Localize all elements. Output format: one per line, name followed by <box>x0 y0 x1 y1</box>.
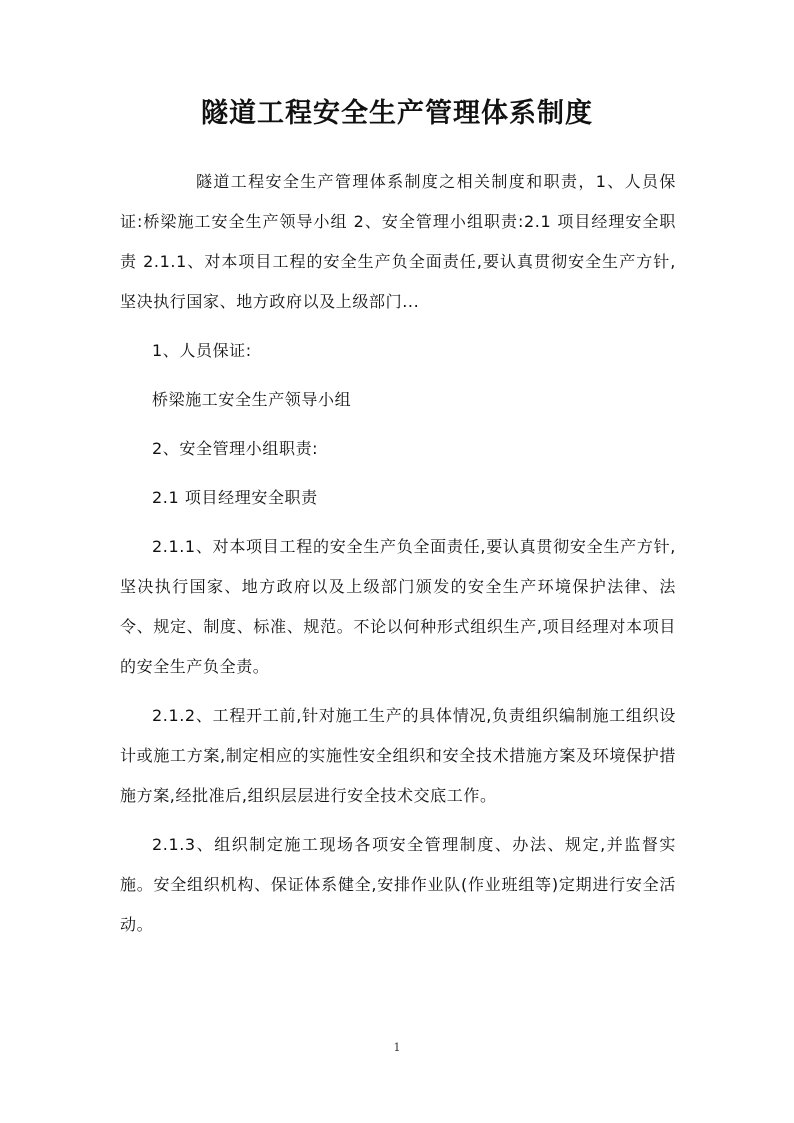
subsection-heading-manager: 2.1 项目经理安全职责 <box>152 488 318 507</box>
page-number: 1 <box>393 1041 401 1054</box>
document-title: 隧道工程安全生产管理体系制度 <box>201 98 593 129</box>
clause-2-1-1: 2.1.1、对本项目工程的安全生产负全面责任,要认真贯彻安全生产方针,坚决执行国家、地方政府以及上级部门颁发的安全生产环境保护法律、法令、规定、制度、标准、规范。不论以何种形式组织生产,项目经理对本项目的安全生产负全责。 <box>120 537 676 676</box>
section-heading-safety-group: 2、安全管理小组职责: <box>152 439 319 458</box>
section-heading-personnel: 1、人员保证: <box>152 341 252 360</box>
clause-2-1-3: 2.1.3、组织制定施工现场各项安全管理制度、办法、规定,并监督实施。安全组织机构、保证体系健全,安排作业队(作业班组等)定期进行安全活动。 <box>120 835 676 934</box>
clause-2-1-2: 2.1.2、工程开工前,针对施工生产的具体情况,负责组织编制施工组织设计或施工方案,制定相应的实施性安全组织和安全技术措施方案及环境保护措施方案,经批准后,组织层层进行安全技术交底工作。 <box>120 706 676 805</box>
leadership-group-line: 桥梁施工安全生产领导小组 <box>152 390 352 409</box>
summary-paragraph: 隧道工程安全生产管理体系制度之相关制度和职责，1、人员保证:桥梁施工安全生产领导小组 2、安全管理小组职责:2.1 项目经理安全职责 2.1.1、对本项目工程的安全生产负全面责任,要认真贯彻安全生产方针,坚决执行国家、地方政府以及上级部门... <box>120 172 676 311</box>
document-body <box>120 162 676 954</box>
